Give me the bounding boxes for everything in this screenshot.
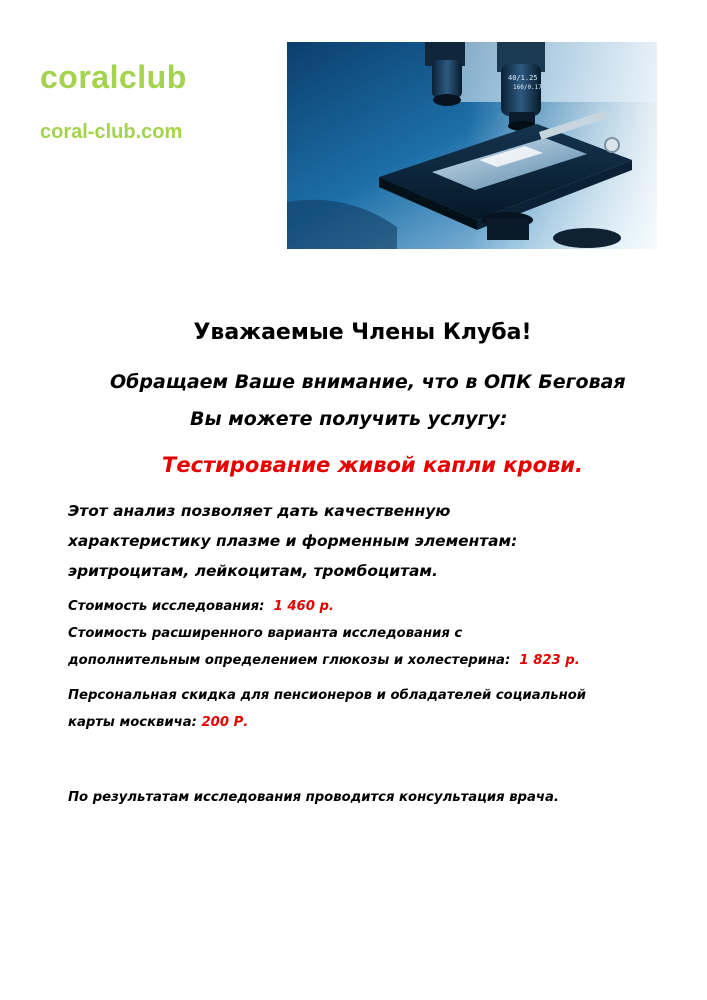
discount-line: [68, 713, 248, 733]
extended-price-label-line-1: Стоимость расширенного варианта исследования с: [68, 626, 463, 641]
basic-price-label: Стоимость исследования:: [68, 599, 265, 614]
service-description: [68, 496, 517, 586]
intro-line-1: Обращаем Ваше внимание, что в ОПК Беговая: [110, 371, 626, 393]
intro-line-2: Вы можете получить услугу:: [190, 408, 508, 430]
logo-name: coralclub: [40, 59, 187, 95]
logo-url: coral-club.com: [40, 121, 183, 143]
extended-price-line: [68, 651, 580, 671]
footer-note: По результатам исследования проводится консультация врача.: [68, 790, 559, 805]
microscope-photo-icon: [287, 42, 657, 249]
discount-line-1: Персональная скидка для пенсионеров и обладателей социальной: [68, 688, 587, 703]
service-title: Тестирование живой капли крови.: [162, 453, 583, 477]
basic-price-line: [68, 597, 334, 617]
description-line-3: эритроцитам, лейкоцитам, тромбоцитам.: [68, 562, 438, 580]
description-line-2: характеристику плазме и форменным элементам:: [68, 532, 518, 550]
description-line-1: Этот анализ позволяет дать качественную: [68, 502, 451, 520]
page-title: Уважаемые Члены Клуба!: [193, 320, 532, 345]
extended-price-value: 1 823 р.: [519, 653, 580, 668]
basic-price-value: 1 460 р.: [273, 599, 334, 614]
discount-value: 200 Р.: [201, 715, 249, 730]
svg-text:160/0.17: 160/0.17: [513, 84, 542, 91]
discount-label-line-2: карты москвича:: [68, 715, 197, 730]
svg-text:40/1.25: 40/1.25: [508, 74, 538, 82]
extended-price-label-line-2: дополнительным определением глюкозы и холестерина:: [68, 653, 511, 668]
